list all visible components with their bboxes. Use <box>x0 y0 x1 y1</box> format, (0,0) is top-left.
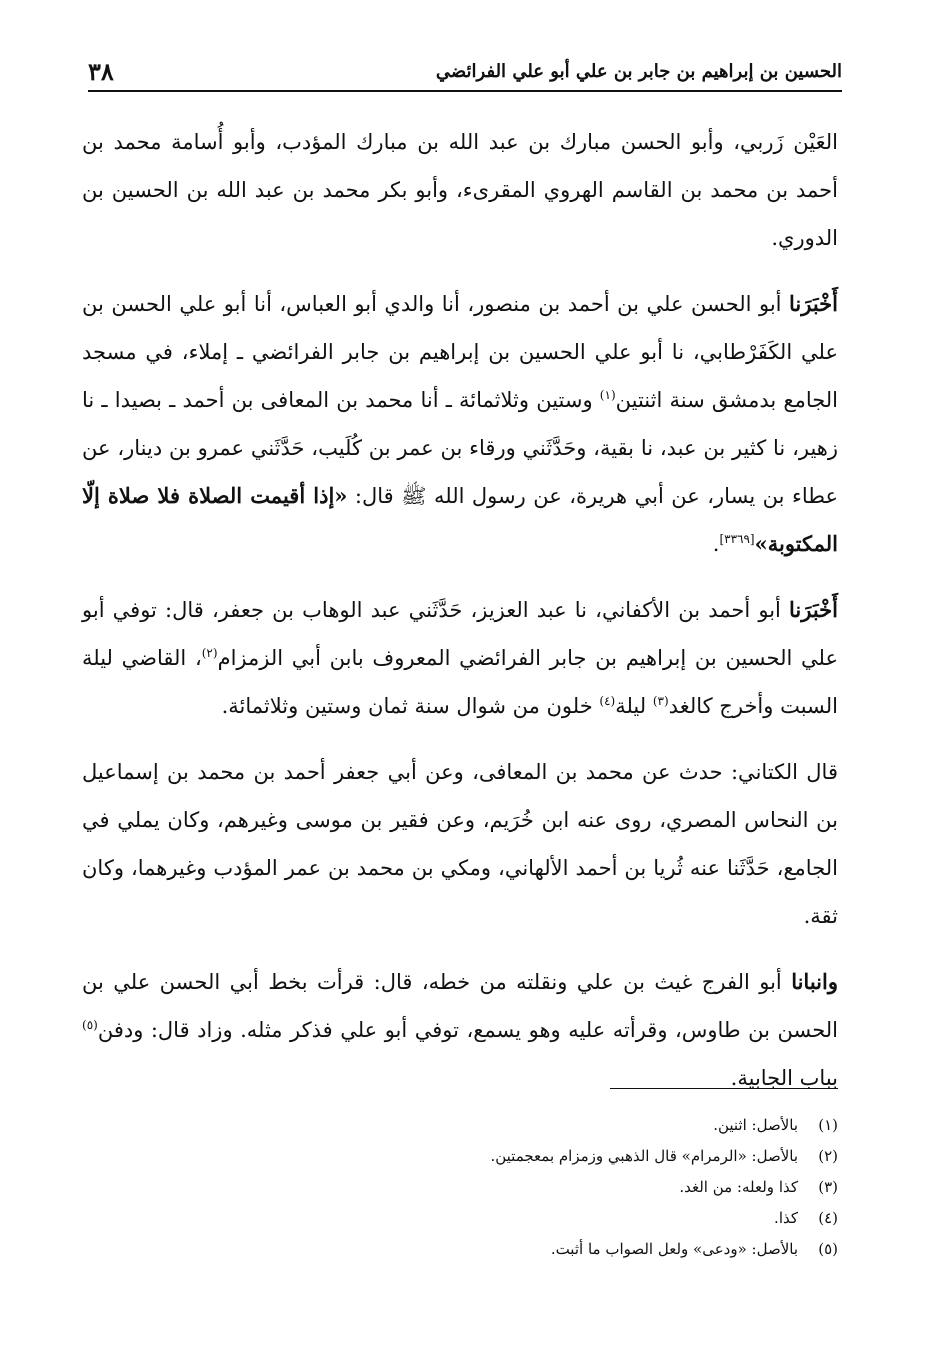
footnote-ref: (٤) <box>599 694 616 708</box>
paragraph-text: أبو الفرج غيث بن علي ونقلته من خطه، قال: قرأت بخط أبي الحسن علي بن الحسن بن طاوس، وقرأته عليه وهو يسمع، توفي أبو علي فذكر مثله. وزاد قال: ودفن <box>82 970 838 1042</box>
paragraph-text: العَيْن زَربي، وأبو الحسن مبارك بن عبد الله بن مبارك المؤدب، وأبو أُسامة محمد بن أحمد بن محمد بن القاسم الهروي المقرىء، وأبو بكر محمد بن عبد الله بن الحسين بن الدوري. <box>82 130 838 250</box>
paragraph-text: ليلة <box>615 694 653 718</box>
footnote-number: (١) <box>818 1116 838 1134</box>
footnote-item <box>82 1172 838 1203</box>
isnad-lead: أَخْبَرَنا <box>789 597 838 622</box>
footnote-item <box>82 1141 838 1172</box>
paragraph-text: خلون من شوال سنة ثمان وستين وثلاثمائة. <box>221 694 600 718</box>
paragraph-5 <box>82 958 838 1102</box>
page-header <box>88 54 842 88</box>
page-number: ٣٨ <box>88 56 114 86</box>
footnote-number: (٢) <box>818 1147 838 1165</box>
footnotes <box>82 1110 838 1265</box>
running-title: الحسين بن إبراهيم بن جابر بن علي أبو علي الفرائضي <box>435 60 842 82</box>
isnad-lead: أَخْبَرَنا <box>789 291 838 316</box>
paragraph-text: بباب الجابية. <box>730 1066 838 1090</box>
paragraph-1 <box>82 118 838 262</box>
footnote-ref: (٣) <box>652 694 669 708</box>
footnote-item <box>82 1234 838 1265</box>
footnote-text: كذا. <box>774 1209 798 1227</box>
footnote-text: بالأصل: اثنين. <box>713 1116 798 1134</box>
footnote-number: (٤) <box>818 1209 838 1227</box>
paragraph-end: . <box>712 532 720 556</box>
hadith-quote: «إذا أقيمت الصلاة فلا صلاة إلّا المكتوبة» <box>82 483 838 556</box>
paragraph-4 <box>82 748 838 940</box>
paragraph-text: أبو الحسن علي بن أحمد بن منصور، أنا والدي أبو العباس، أنا أبو علي الحسن بن علي الكَفَرْطابي، نا أبو علي الحسين بن إبراهيم بن جابر الفرائضي ـ إملاء، في مسجد الجامع بدمشق سنة اثنتين <box>82 292 838 412</box>
main-text <box>82 118 838 1120</box>
footnote-item <box>82 1110 838 1141</box>
header-divider <box>88 90 842 92</box>
footnote-divider <box>610 1088 838 1089</box>
footnote-item <box>82 1203 838 1234</box>
footnote-number: (٣) <box>818 1178 838 1196</box>
paragraph-2 <box>82 280 838 568</box>
hadith-number: [٣٣٦٩] <box>719 532 755 546</box>
paragraph-3 <box>82 586 838 730</box>
footnote-text: كذا ولعله: من الغد. <box>679 1178 798 1196</box>
isnad-lead: وانبانا <box>791 969 838 994</box>
footnote-ref: (١) <box>599 388 616 402</box>
paragraph-text: أبو أحمد بن الأكفاني، نا عبد العزيز، حَدَّثَني عبد الوهاب بن جعفر، قال: توفي أبو علي الحسين بن إبراهيم بن جابر الفرائضي المعروف بابن أبي الزمزام <box>82 598 838 670</box>
paragraph-text: ، القاضي ليلة السبت وأخرج كالغد <box>82 646 838 718</box>
paragraph-text: قال الكتاني: حدث عن محمد بن المعافى، وعن أبي جعفر أحمد بن محمد بن إسماعيل بن النحاس المصري، روى عنه ابن خُرَيم، وعن فقير بن موسى وغيرهم، وكان يملي في الجامع، حَدَّثَنا عنه ثُريا بن أحمد الألهاني، ومكي بن محمد بن عمر المؤدب وغيرهما، وكان ثقة. <box>82 760 838 928</box>
paragraph-text: وستين وثلاثمائة ـ أنا محمد بن المعافى بن أحمد ـ بصيدا ـ نا زهير، نا كثير بن عبد، نا بقية، وحَدَّثَني ورقاء بن عمر بن كُلَيب، حَدَّثَني عمرو بن دينار، عن عطاء بن يسار، عن أبي هريرة، عن رسول الله ﷺ قال: <box>82 388 838 508</box>
footnote-ref: (٥) <box>82 1018 98 1032</box>
footnote-text: بالأصل: «ودعى» ولعل الصواب ما أثبت. <box>550 1240 798 1258</box>
footnote-number: (٥) <box>818 1240 838 1258</box>
footnote-text: بالأصل: «الرمرام» قال الذهبي وزمزام بمعجمتين. <box>490 1147 798 1165</box>
footnote-ref: (٢) <box>201 646 218 660</box>
